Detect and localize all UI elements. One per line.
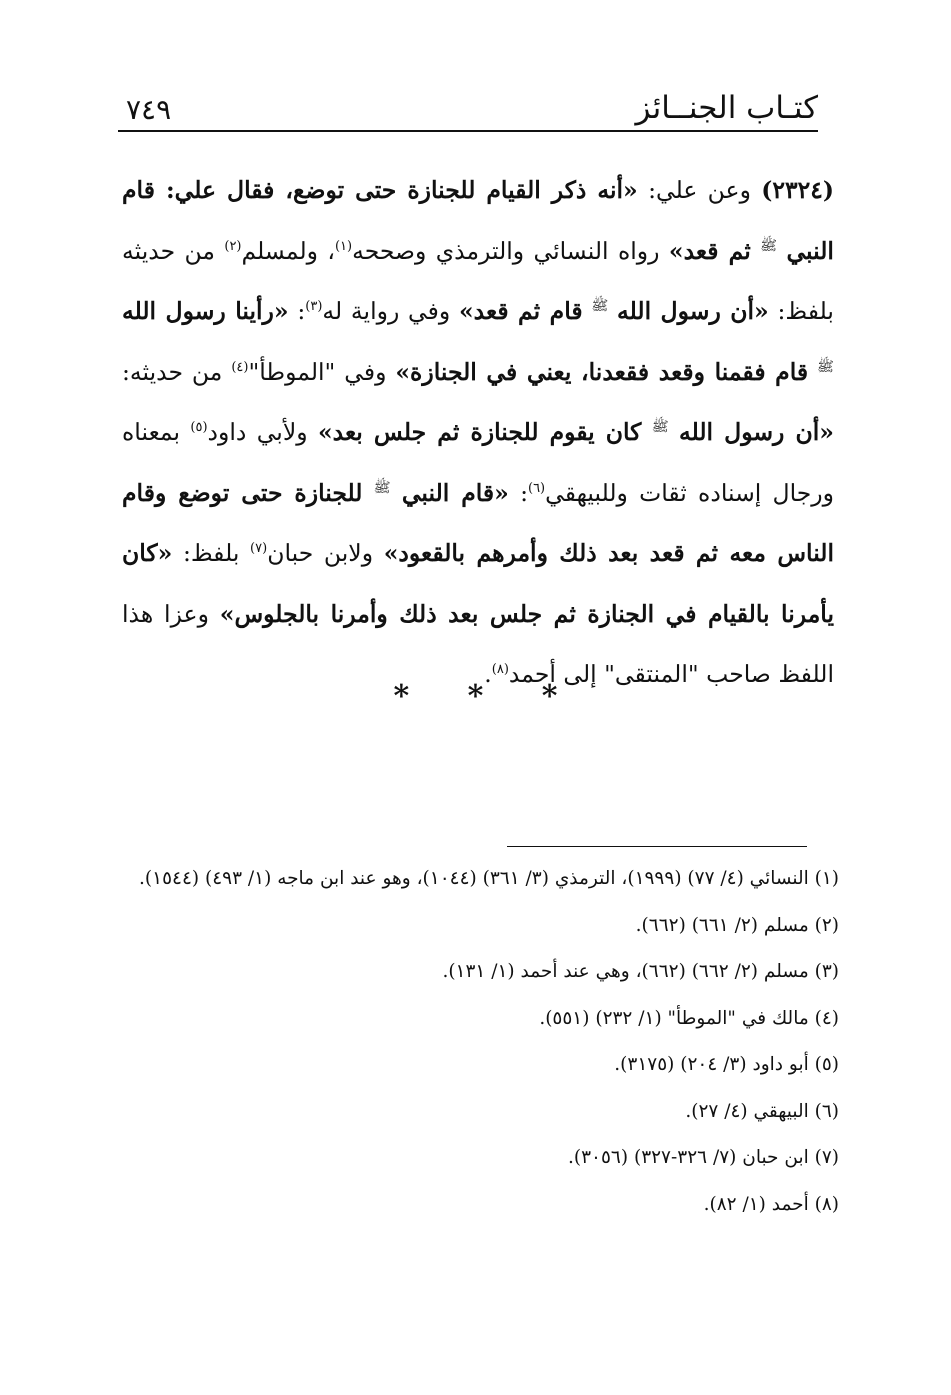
- chapter-title: كتـاب الجنــائز: [635, 90, 818, 126]
- text-segment: ولابن حبان: [267, 539, 374, 567]
- page-number: ٧٤٩: [126, 93, 172, 126]
- quote-1-end: ثم قعد»: [668, 236, 751, 265]
- footnotes: [124, 856, 839, 1228]
- quote-3: «رأينا رسول الله: [122, 297, 289, 325]
- footnote-ref: (٢): [224, 238, 242, 254]
- footnote-ref: (٧): [250, 541, 268, 557]
- text-segment: وفي "الموطأ": [248, 357, 387, 386]
- salutation-icon: ﷺ: [760, 237, 778, 254]
- quote-4-end: كان يقوم للجنازة ثم جلس بعد»: [317, 418, 642, 446]
- header-rule: [118, 130, 818, 132]
- footnote-4: (٤) مالك في "الموطأ" (١/ ٢٣٢) (٥٥١).: [539, 1007, 839, 1029]
- footnote-5: (٥) أبو داود (٣/ ٢٠٤) (٣١٧٥).: [614, 1054, 839, 1075]
- quote-2: «أن رسول الله: [617, 297, 769, 325]
- narrator-lead: وعن علي:: [648, 176, 751, 204]
- footnote-ref: (٦): [527, 480, 546, 496]
- footnote-ref: (١): [334, 238, 353, 254]
- text-segment: بلفظ:: [182, 539, 240, 567]
- salutation-icon: ﷺ: [817, 358, 834, 375]
- text-segment: :: [520, 478, 528, 507]
- text-segment: من حديثه بلفظ:: [122, 236, 834, 325]
- footnote-ref: (٣): [305, 299, 323, 315]
- footnote-ref: (٨): [491, 662, 509, 678]
- quote-6: «كان يأمرنا بالقيام في الجنازة ثم جلس بعد ذلك وأمرنا بالجلوس»: [122, 539, 835, 628]
- salutation-icon: ﷺ: [651, 419, 669, 436]
- star-icon: *: [541, 679, 558, 714]
- running-header: [118, 88, 818, 132]
- quote-5: «قام النبي: [401, 478, 509, 507]
- footnote-ref: (٥): [190, 420, 208, 436]
- star-icon: *: [467, 679, 484, 714]
- footnote-3: (٣) مسلم (٢/ ٦٦٢) (٦٦٢)، وهي عند أحمد (١/ ١٣١).: [442, 961, 839, 982]
- text-segment: من حديثه:: [122, 357, 223, 386]
- text-segment: ولأبي داود: [207, 418, 308, 446]
- text-segment: وفي رواية له: [322, 297, 451, 325]
- text-segment: :: [297, 297, 306, 325]
- hadith-number: (٢٣٢٤): [761, 176, 834, 204]
- star-icon: *: [393, 679, 410, 714]
- quote-1: «أنه ذكر القيام للجنازة حتى توضع، فقال علي: قام النبي: [122, 176, 834, 265]
- text-segment: ، ولمسلم: [241, 236, 335, 265]
- footnote-ref: (٤): [231, 359, 249, 375]
- footnote-8: (٨) أحمد (١/ ٨٢).: [703, 1193, 839, 1215]
- salutation-icon: ﷺ: [591, 298, 609, 315]
- footnote-6: (٦) البيهقي (٤/ ٢٧).: [685, 1100, 839, 1122]
- footnote-7: (٧) ابن حبان (٧/ ٣٢٦-٣٢٧) (٣٠٥٦).: [568, 1147, 839, 1168]
- footnote-1: (١) النسائي (٤/ ٧٧) (١٩٩٩)، الترمذي (٣/ ٣٦١) (١٠٤٤)، وهو عند ابن ماجه (١/ ٤٩٣) (١٥٤٤).: [139, 868, 839, 889]
- salutation-icon: ﷺ: [373, 479, 391, 496]
- hadith-text: [122, 160, 834, 705]
- footnote-rule: [507, 846, 807, 847]
- text-segment: وعزا هذا اللفظ صاحب "المنتقى" إلى أحمد: [122, 599, 834, 688]
- quote-5-end: للجنازة حتى توضع وقام الناس معه ثم قعد بعد ذلك وأمرهم بالقعود»: [122, 478, 834, 567]
- text-segment: رواه النسائي والترمذي وصححه: [352, 236, 660, 265]
- footnote-2: (٢) مسلم (٢/ ٦٦١) (٦٦٢).: [635, 914, 839, 936]
- quote-2-end: قام ثم قعد»: [458, 297, 583, 325]
- text-segment: .: [484, 660, 492, 688]
- text-segment: بمعناه ورجال إسناده ثقات وللبيهقي: [122, 418, 834, 507]
- quote-3-end: قام فقمنا وقعد فقعدنا، يعني في الجنازة»: [395, 357, 809, 386]
- quote-4: «أن رسول الله: [679, 418, 834, 446]
- section-separator: [0, 680, 951, 714]
